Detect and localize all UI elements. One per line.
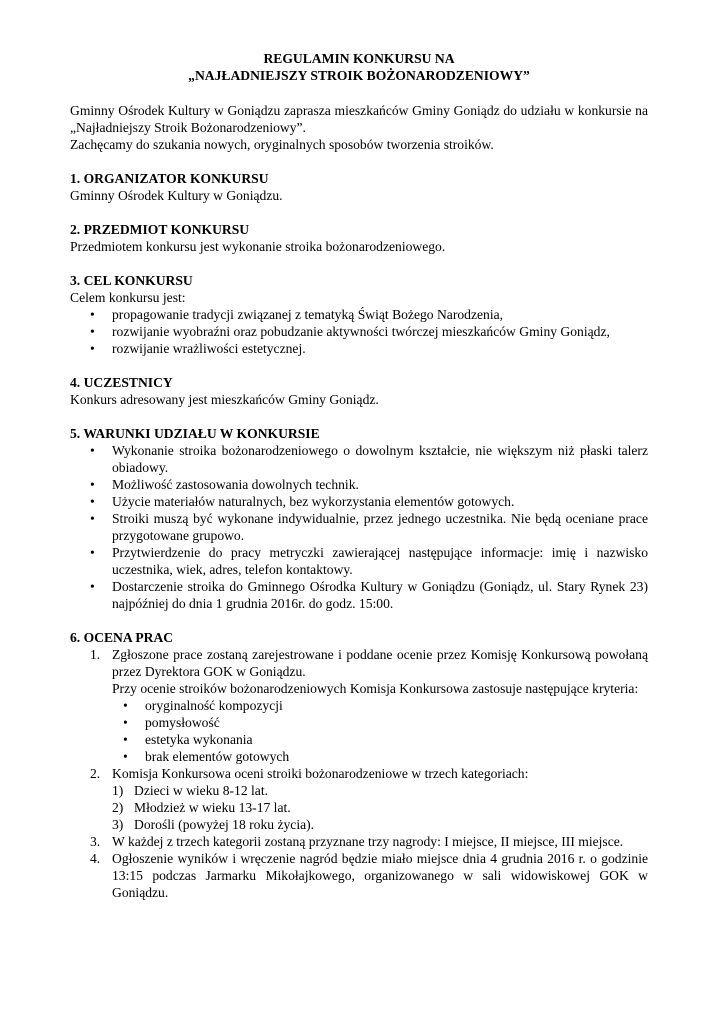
category-item (112, 782, 648, 799)
item-text: Komisja Konkursowa oceni stroiki bożonarodzeniowe w trzech kategoriach: (112, 766, 529, 781)
criteria-item: • oryginalność kompozycji (145, 697, 648, 714)
item-number: 1. (90, 647, 101, 662)
intro-paragraph-2: Zachęcamy do szukania nowych, oryginalnych sposobów tworzenia stroików. (70, 137, 494, 152)
document-title (70, 50, 648, 84)
section-text: Konkurs adresowany jest mieszkańców Gminy Goniądz. (70, 392, 379, 407)
category-label: Młodzież w wieku 13-17 lat. (134, 800, 291, 815)
goal-list (70, 306, 648, 357)
categories-list (112, 782, 648, 833)
conditions-list (70, 442, 648, 612)
criteria-list (112, 697, 648, 765)
section-participants (70, 374, 648, 408)
list-item (90, 833, 648, 850)
category-item (112, 799, 648, 816)
list-item: • Stroiki muszą być wykonane indywidualnie, przez jednego uczestnika. Nie będą oceniane prace przygotowane grupowo. (112, 510, 648, 544)
item-text: Zgłoszone prace zostaną zarejestrowane i poddane ocenie przez Komisję Konkursową powołaną przez Dyrektora GOK w Goniądzu. (112, 647, 648, 679)
intro-paragraph: Gminny Ośrodek Kultury w Goniądzu zaprasza mieszkańców Gminy Goniądz do udziału w konkursie na „Najładniejszy Stroik Bożonarodzeniowy”. (70, 103, 648, 135)
section-goal (70, 272, 648, 357)
item-text: Ogłoszenie wyników i wręczenie nagród będzie miało miejsce dnia 4 grudnia 2016 r. o godzinie 13:15 podczas Jarmarku Mikołajkowego, organizowanego w sali widowiskowej GOK w Goniądzu. (112, 851, 648, 900)
list-item (90, 646, 648, 765)
section-heading: 2. PRZEDMIOT KONKURSU (70, 222, 250, 237)
section-lead: Celem konkursu jest: (70, 290, 186, 305)
section-evaluation (70, 629, 648, 901)
category-number: 3) (112, 817, 124, 832)
title-line-1: REGULAMIN KONKURSU NA (263, 51, 455, 66)
section-text: Gminny Ośrodek Kultury w Goniądzu. (70, 188, 283, 203)
section-heading: 5. WARUNKI UDZIAŁU W KONKURSIE (70, 426, 320, 441)
criteria-item: • pomysłowość (145, 714, 648, 731)
list-item: • rozwijanie wrażliwości estetycznej. (112, 340, 648, 357)
item-text-2: Przy ocenie stroików bożonarodzeniowych Komisja Konkursowa zastosuje następujące kryteria: (112, 681, 639, 696)
list-item: • Dostarczenie stroika do Gminnego Ośrodka Kultury w Goniądzu (Goniądz, ul. Stary Rynek 23) najpóźniej do dnia 1 grudnia 2016r. do godz. 15:00. (112, 578, 648, 612)
evaluation-list (70, 646, 648, 901)
intro (70, 102, 648, 153)
item-number: 4. (90, 851, 101, 866)
item-text: W każdej z trzech kategorii zostaną przyznane trzy nagrody: I miejsce, II miejsce, III miejsce. (112, 834, 624, 849)
list-item (90, 850, 648, 901)
section-heading: 3. CEL KONKURSU (70, 273, 193, 288)
list-item (90, 765, 648, 833)
section-heading: 4. UCZESTNICY (70, 375, 173, 390)
item-number: 3. (90, 834, 101, 849)
category-number: 1) (112, 783, 124, 798)
list-item: • Wykonanie stroika bożonarodzeniowego o dowolnym kształcie, nie większym niż płaski talerz obiadowy. (112, 442, 648, 476)
criteria-item: • estetyka wykonania (145, 731, 648, 748)
section-organizer (70, 170, 648, 204)
category-number: 2) (112, 800, 124, 815)
list-item: • propagowanie tradycji związanej z tematyką Świąt Bożego Narodzenia, (112, 306, 648, 323)
list-item: • rozwijanie wyobraźni oraz pobudzanie aktywności twórczej mieszkańców Gminy Goniądz, (112, 323, 648, 340)
section-conditions (70, 425, 648, 612)
document-page (70, 50, 648, 901)
category-item (112, 816, 648, 833)
section-heading: 6. OCENA PRAC (70, 630, 174, 645)
section-text: Przedmiotem konkursu jest wykonanie stroika bożonarodzeniowego. (70, 239, 446, 254)
section-subject (70, 221, 648, 255)
section-heading: 1. ORGANIZATOR KONKURSU (70, 171, 269, 186)
item-number: 2. (90, 766, 101, 781)
list-item: • Możliwość zastosowania dowolnych technik. (112, 476, 648, 493)
title-line-2: „NAJŁADNIEJSZY STROIK BOŻONARODZENIOWY” (188, 68, 530, 83)
category-label: Dzieci w wieku 8-12 lat. (134, 783, 269, 798)
list-item: • Użycie materiałów naturalnych, bez wykorzystania elementów gotowych. (112, 493, 648, 510)
criteria-item: • brak elementów gotowych (145, 748, 648, 765)
list-item: • Przytwierdzenie do pracy metryczki zawierającej następujące informacje: imię i nazwisko uczestnika, wiek, adres, telefon kontaktowy. (112, 544, 648, 578)
category-label: Dorośli (powyżej 18 roku życia). (134, 817, 315, 832)
